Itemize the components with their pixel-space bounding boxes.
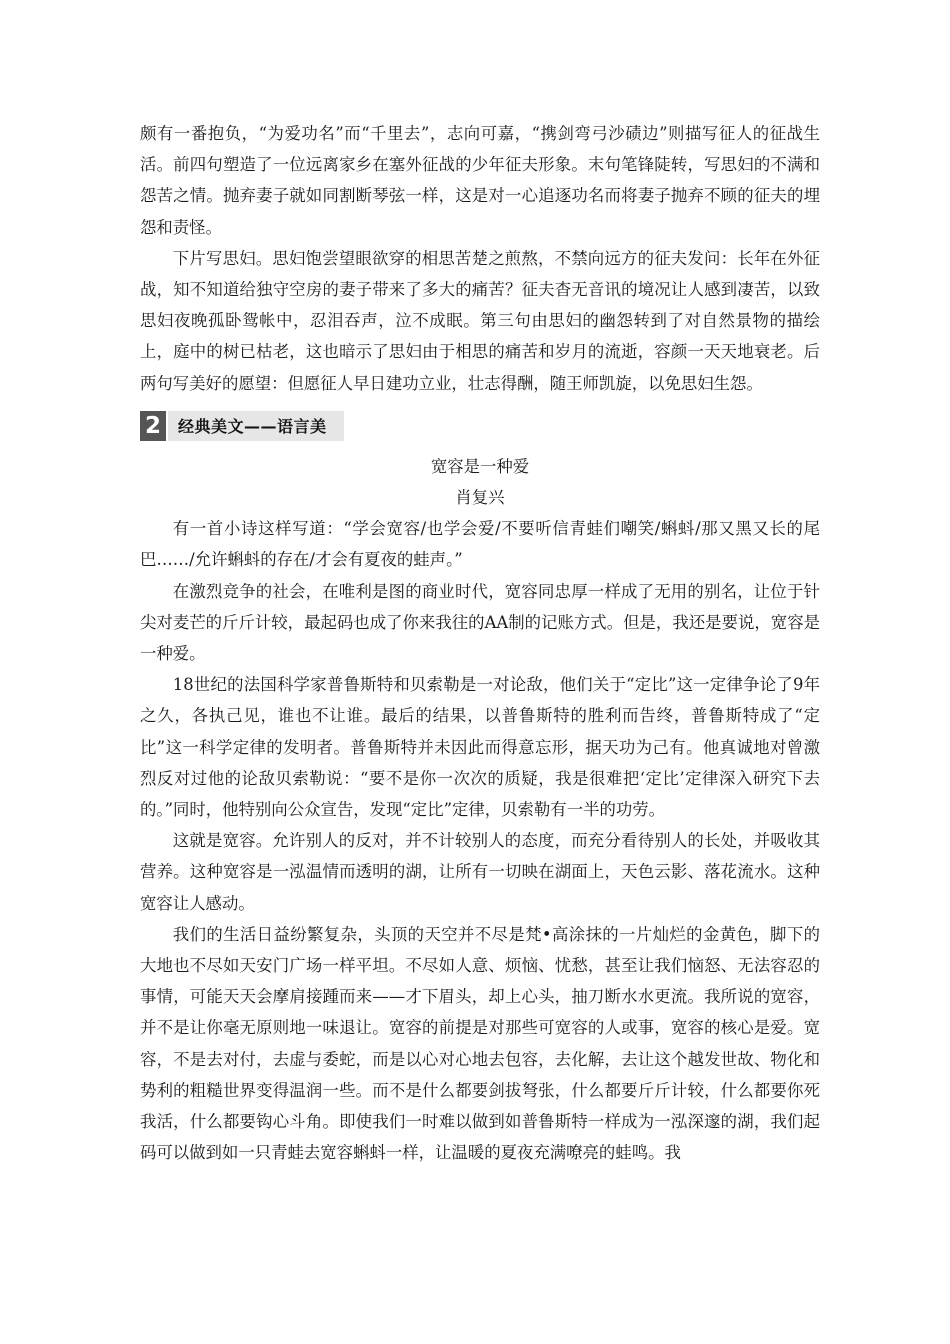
essay-author: 肖复兴 <box>455 488 505 508</box>
essay-paragraph-2: 在激烈竞争的社会，在唯利是图的商业时代，宽容同忠厚一样成了无用的别名，让位于针尖对麦芒的斤斤计较，最起码也成了你来我往的AA制的记账方式。但是，我还是要说，宽容是一种爱。 <box>140 581 820 664</box>
essay-paragraph-3: 18世纪的法国科学家普鲁斯特和贝索勒是一对论敌，他们关于“定比”这一定律争论了9年之久，各执己见，谁也不让谁。最后的结果，以普鲁斯特的胜利而告终，普鲁斯特成了“定比”这一科学定律的发明者。普鲁斯特并未因此而得意忘形，据天功为己有。他真诚地对曾激烈反对过他的论敌贝索勒说：“要不是你一次次的质疑，我是很难把‘定比’定律深入研究下去的。”同时，他特别向公众宣告，发现“定比”定律，贝索勒有一半的功劳。 <box>140 675 820 820</box>
section-number-badge: 2 <box>140 411 168 441</box>
essay-paragraph-4: 这就是宽容。允许别人的反对，并不计较别人的态度，而充分看待别人的长处，并吸收其营养。这种宽容是一泓温情而透明的湖，让所有一切映在湖面上，天色云影、落花流水。这种宽容让人感动。 <box>140 831 820 913</box>
intro-paragraph-1: 颇有一番抱负，“为爱功名”而“千里去”，志向可嘉，“携剑弯弓沙碛边”则描写征人的征战生活。前四句塑造了一位远离家乡在塞外征战的少年征夫形象。末句笔锋陡转，写思妇的不满和怨苦之情。抛弃妻子就如同割断琴弦一样，这是对一心追逐功名而将妻子抛弃不顾的征夫的埋怨和责怪。 <box>140 124 820 237</box>
document-page <box>140 118 820 1169</box>
essay-paragraph-5: 我们的生活日益纷繁复杂，头顶的天空并不尽是梵•高涂抹的一片灿烂的金黄色，脚下的大地也不尽如天安门广场一样平坦。不尽如人意、烦恼、忧愁，甚至让我们恼怒、无法容忍的事情，可能天天会摩肩接踵而来——才下眉头，却上心头，抽刀断水水更流。我所说的宽容，并不是让你毫无原则地一味退让。宽容的前提是对那些可宽容的人或事，宽容的核心是爱。宽容，不是去对付，去虚与委蛇，而是以心对心地去包容，去化解，去让这个越发世故、物化和势利的粗糙世界变得温润一些。而不是什么都要剑拔弩张，什么都要斤斤计较，什么都要你死我活，什么都要钩心斗角。即使我们一时难以做到如普鲁斯特一样成为一泓深邃的湖，我们起码可以做到如一只青蛙去宽容蝌蚪一样，让温暖的夏夜充满嘹亮的蛙鸣。我 <box>140 924 820 1163</box>
section-header <box>140 411 344 441</box>
section-title: 经典美文——语言美 <box>178 417 327 437</box>
intro-paragraph-2: 下片写思妇。思妇饱尝望眼欲穿的相思苦楚之煎熬，不禁向远方的征夫发问：长年在外征战，知不知道给独守空房的妻子带来了多大的痛苦？征夫杳无音讯的境况让人感到凄苦，以致思妇夜晚孤卧鸳帐中，忍泪吞声，泣不成眠。第三句由思妇的幽怨转到了对自然景物的描绘上，庭中的树已枯老，这也暗示了思妇由于相思的痛苦和岁月的流逝，容颜一天天地衰老。后两句写美好的愿望：但愿征人早日建功立业，壮志得酬，随王师凯旋，以免思妇生怨。 <box>140 248 820 393</box>
essay-paragraph-1: 有一首小诗这样写道：“学会宽容/也学会爱/不要听信青蛙们嘲笑/蝌蚪/那又黑又长的尾巴……/允许蝌蚪的存在/才会有夏夜的蛙声。” <box>140 519 820 570</box>
essay-title: 宽容是一种爱 <box>430 456 530 476</box>
